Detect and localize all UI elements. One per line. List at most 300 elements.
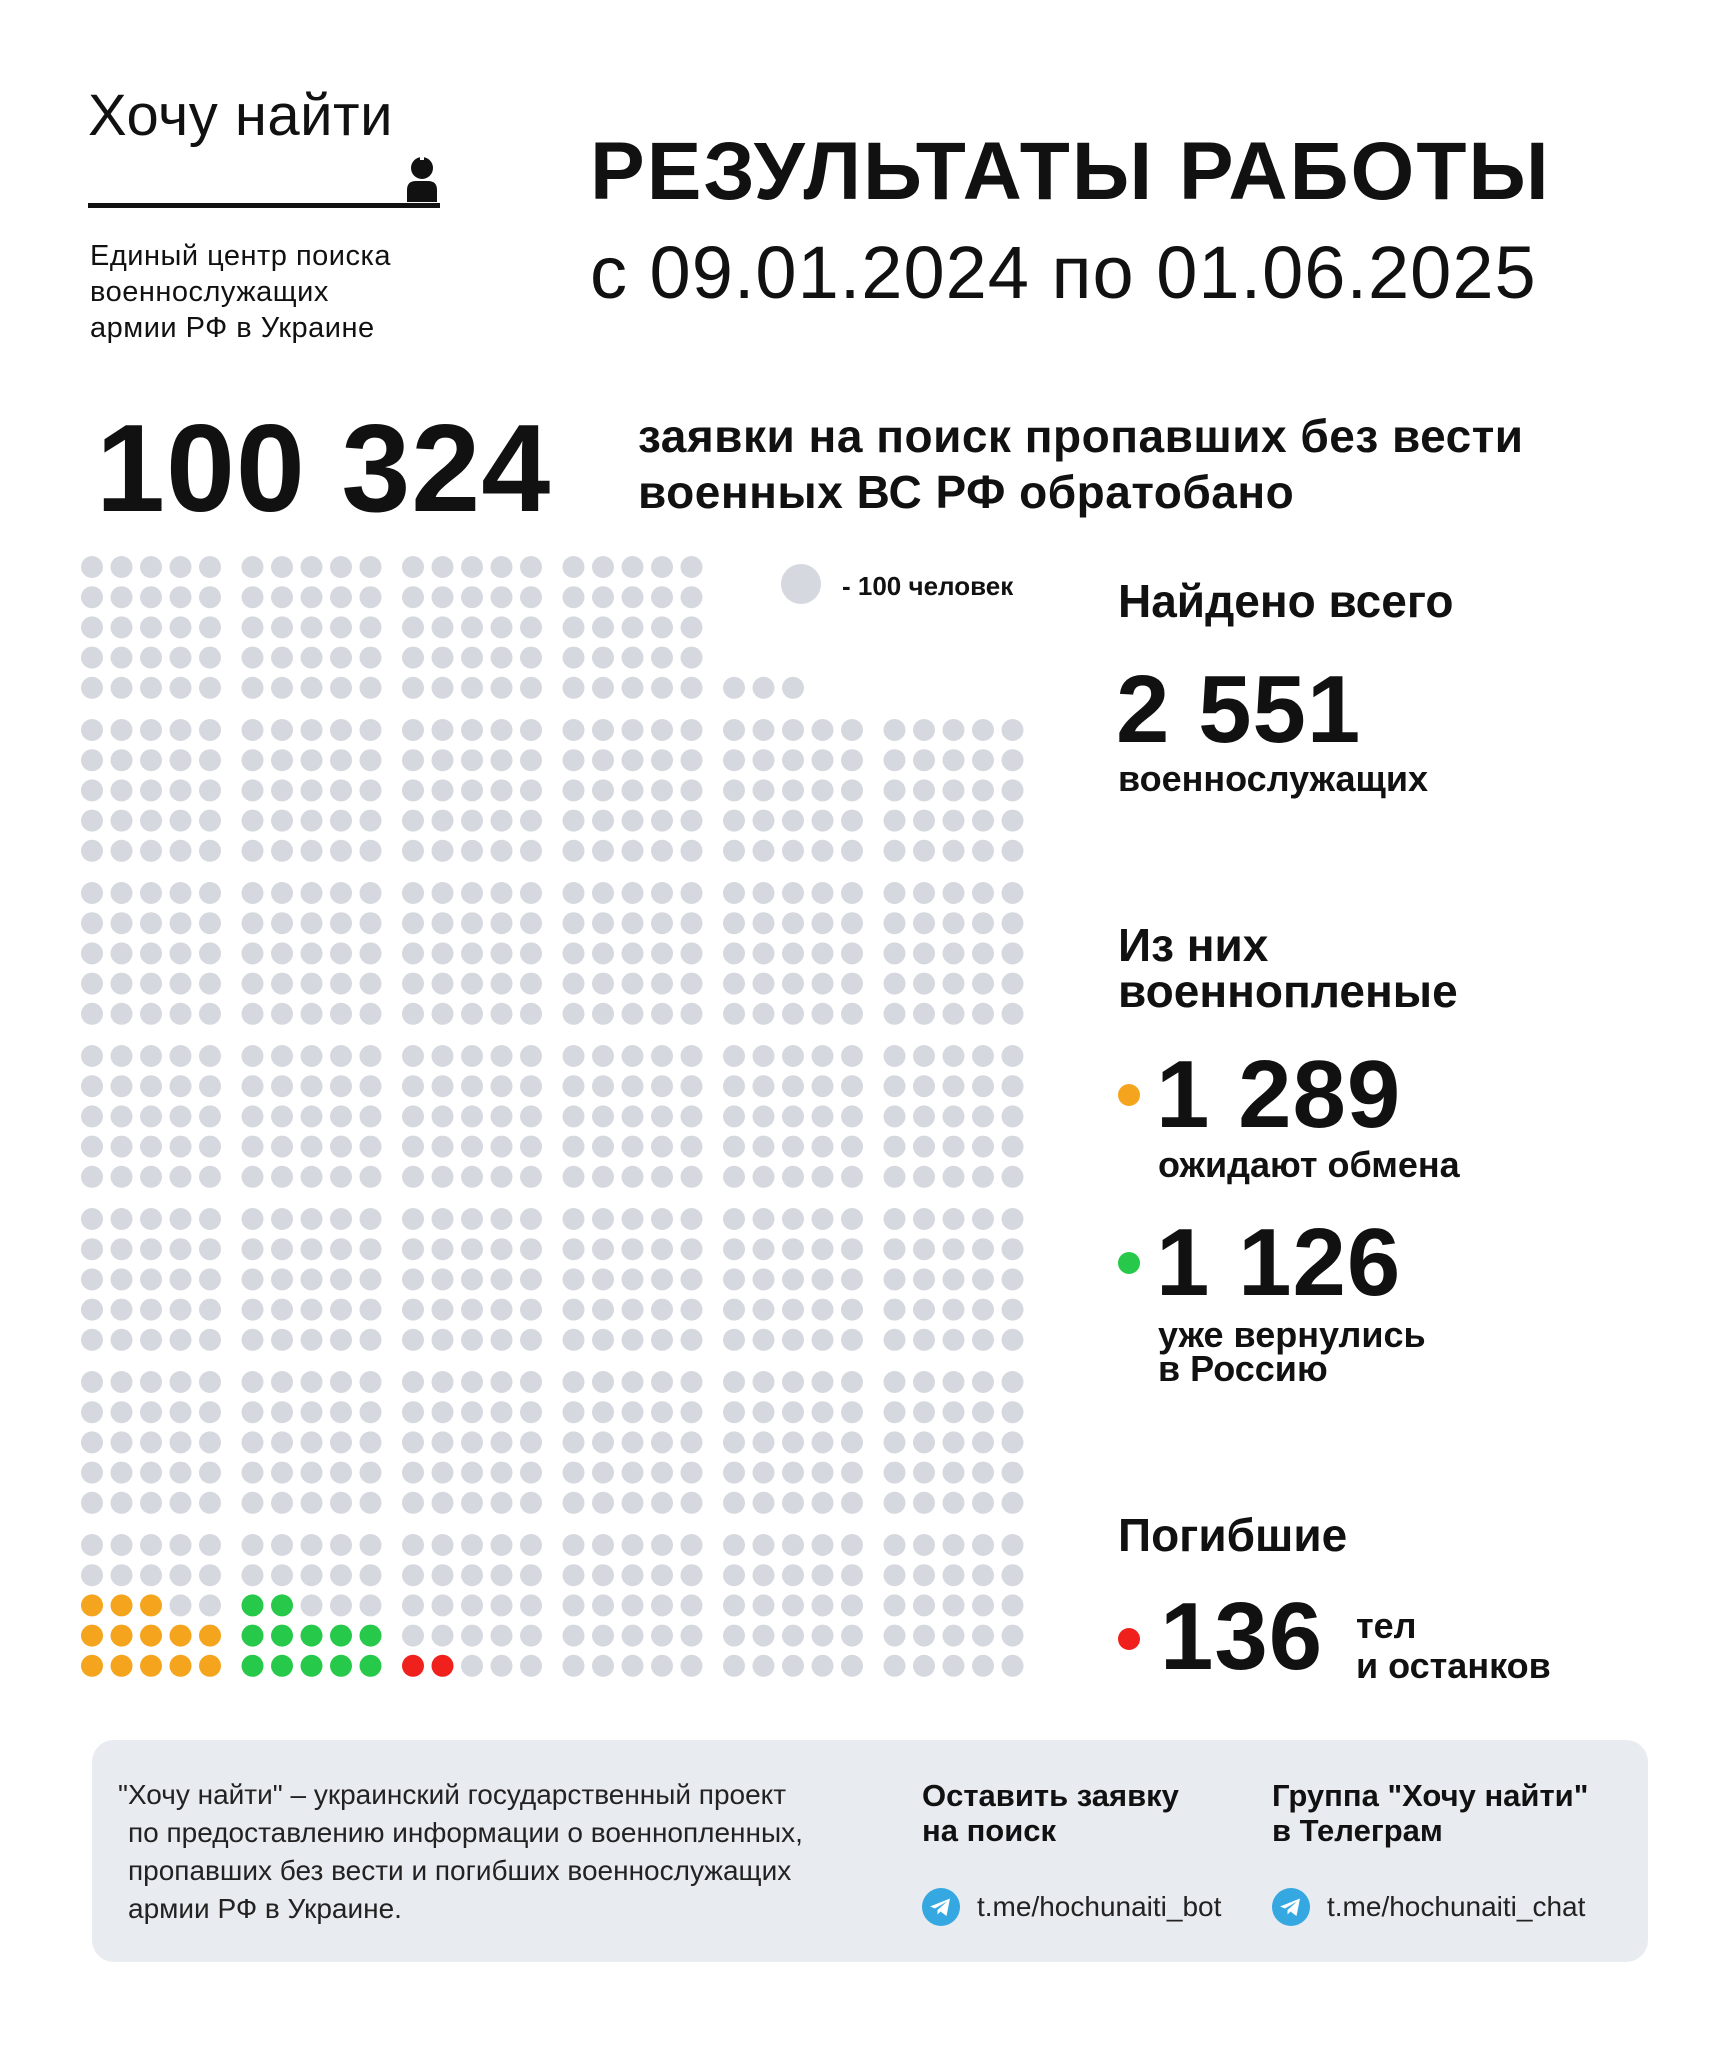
dot-request <box>622 1655 644 1677</box>
dot-request <box>491 1401 513 1423</box>
footer-desc-line: по предоставлению информации о военнопленных, <box>128 1817 803 1848</box>
dot-request <box>972 1564 994 1586</box>
dot-request <box>360 556 382 578</box>
dot-request <box>242 912 264 934</box>
dot-request <box>491 556 513 578</box>
dot-request <box>841 1534 863 1556</box>
dot-request <box>884 1462 906 1484</box>
dead-bullet-icon <box>1118 1628 1140 1650</box>
dot-request <box>330 1462 352 1484</box>
dot-request <box>199 1003 221 1025</box>
dot-request <box>111 912 133 934</box>
dot-request <box>360 1045 382 1067</box>
dot-request <box>913 1564 935 1586</box>
dot-request <box>432 1003 454 1025</box>
dot-request <box>330 882 352 904</box>
dot-request <box>812 1625 834 1647</box>
dot-request <box>360 882 382 904</box>
dot-request <box>723 1075 745 1097</box>
dot-request <box>884 1371 906 1393</box>
dot-request <box>432 1105 454 1127</box>
dot-request <box>271 1534 293 1556</box>
dot-request <box>943 1431 965 1453</box>
dot-request <box>841 749 863 771</box>
dot-request <box>330 586 352 608</box>
dot-ожидают-обмена <box>170 1655 192 1677</box>
dot-request <box>432 616 454 638</box>
dot-request <box>651 779 673 801</box>
dot-request <box>913 1462 935 1484</box>
dot-request <box>753 1371 775 1393</box>
dot-request <box>402 810 424 832</box>
dot-request <box>491 882 513 904</box>
dot-request <box>271 1045 293 1067</box>
dot-request <box>301 677 323 699</box>
dot-request <box>461 719 483 741</box>
total-requests-description <box>638 408 1524 520</box>
dot-request <box>301 1329 323 1351</box>
dot-request <box>782 1594 804 1616</box>
dot-request <box>563 1594 585 1616</box>
dot-request <box>592 810 614 832</box>
dot-request <box>140 882 162 904</box>
dot-request <box>111 1045 133 1067</box>
dot-request <box>723 1136 745 1158</box>
dot-request <box>563 1208 585 1230</box>
returned-label-line: уже вернулись <box>1158 1314 1426 1355</box>
dot-request <box>111 1492 133 1514</box>
dot-request <box>520 749 542 771</box>
dot-request <box>753 1003 775 1025</box>
dot-request <box>140 1136 162 1158</box>
dot-request <box>199 810 221 832</box>
dot-request <box>301 912 323 934</box>
dot-request <box>563 1166 585 1188</box>
dot-request <box>491 1105 513 1127</box>
dot-request <box>943 749 965 771</box>
dot-request <box>81 1166 103 1188</box>
dot-request <box>402 586 424 608</box>
dot-request <box>812 840 834 862</box>
dot-request <box>972 973 994 995</box>
dot-request <box>140 647 162 669</box>
dot-request <box>271 1208 293 1230</box>
dot-request <box>913 1594 935 1616</box>
dot-request <box>913 1534 935 1556</box>
dot-request <box>402 973 424 995</box>
dot-request <box>461 616 483 638</box>
dot-request <box>301 1371 323 1393</box>
dot-request <box>271 912 293 934</box>
dot-request <box>884 1136 906 1158</box>
telegram-icon[interactable] <box>1272 1888 1310 1926</box>
dot-request <box>723 1329 745 1351</box>
dot-request <box>563 1329 585 1351</box>
pow-heading-line: Из них <box>1118 919 1269 971</box>
dot-request <box>520 1371 542 1393</box>
dot-request <box>520 1564 542 1586</box>
dot-request <box>271 1371 293 1393</box>
dot-request <box>723 1045 745 1067</box>
dot-request <box>330 1492 352 1514</box>
dot-request <box>884 1594 906 1616</box>
dot-request <box>651 616 673 638</box>
logo-subtitle-line: Единый центр поиска <box>90 240 391 272</box>
dot-request <box>330 1003 352 1025</box>
dot-request <box>330 942 352 964</box>
dot-ожидают-обмена <box>81 1655 103 1677</box>
dot-request <box>592 1003 614 1025</box>
dot-request <box>301 1462 323 1484</box>
dot-request <box>271 779 293 801</box>
dot-request <box>330 1136 352 1158</box>
dot-request <box>884 1105 906 1127</box>
dot-request <box>884 1655 906 1677</box>
dot-request <box>753 1655 775 1677</box>
dot-request <box>1002 1208 1024 1230</box>
dot-request <box>170 1401 192 1423</box>
dot-request <box>782 779 804 801</box>
dot-request <box>563 616 585 638</box>
dot-request <box>520 840 542 862</box>
found-label: военнослужащих <box>1118 758 1429 799</box>
dot-request <box>242 1299 264 1321</box>
dot-request <box>402 912 424 934</box>
dot-request <box>402 1462 424 1484</box>
dot-request <box>681 719 703 741</box>
dot-request <box>330 1401 352 1423</box>
dot-request <box>884 912 906 934</box>
dot-request <box>170 1238 192 1260</box>
dot-request <box>651 1534 673 1556</box>
dot-request <box>681 1166 703 1188</box>
dot-request <box>140 749 162 771</box>
dot-request <box>242 1003 264 1025</box>
dot-request <box>622 1431 644 1453</box>
dot-request <box>651 1431 673 1453</box>
dot-request <box>622 1625 644 1647</box>
pow-heading-line: военнопленые <box>1118 965 1458 1017</box>
dot-request <box>753 1299 775 1321</box>
dot-request <box>812 1401 834 1423</box>
dot-request <box>140 1238 162 1260</box>
dot-request <box>81 1462 103 1484</box>
dot-request <box>402 616 424 638</box>
dot-request <box>491 1655 513 1677</box>
dot-request <box>681 912 703 934</box>
dot-request <box>753 973 775 995</box>
dot-request <box>812 1003 834 1025</box>
dot-request <box>563 586 585 608</box>
dot-request <box>140 719 162 741</box>
dot-request <box>812 1299 834 1321</box>
dot-request <box>563 1625 585 1647</box>
dot-request <box>943 719 965 741</box>
dot-request <box>271 1075 293 1097</box>
dot-request <box>111 1166 133 1188</box>
dot-request <box>1002 1268 1024 1290</box>
dot-request <box>242 586 264 608</box>
dot-request <box>753 1045 775 1067</box>
dot-request <box>841 912 863 934</box>
dot-request <box>271 719 293 741</box>
dot-request <box>972 749 994 771</box>
dot-request <box>1002 749 1024 771</box>
dot-request <box>242 1329 264 1351</box>
dot-request <box>592 1166 614 1188</box>
dot-request <box>592 1401 614 1423</box>
dot-request <box>330 810 352 832</box>
dot-request <box>432 1075 454 1097</box>
dot-request <box>563 1003 585 1025</box>
dot-request <box>81 1268 103 1290</box>
dot-request <box>841 1136 863 1158</box>
dot-request <box>491 1045 513 1067</box>
dot-request <box>884 1329 906 1351</box>
dot-request <box>681 556 703 578</box>
dot-request <box>681 1238 703 1260</box>
dot-request <box>402 779 424 801</box>
dot-request <box>360 1238 382 1260</box>
dot-request <box>651 586 673 608</box>
chat-link[interactable]: t.me/hochunaiti_chat <box>1327 1891 1586 1922</box>
dot-request <box>199 1268 221 1290</box>
dot-request <box>592 1564 614 1586</box>
dot-request <box>782 1003 804 1025</box>
dot-request <box>753 677 775 699</box>
dot-request <box>271 1492 293 1514</box>
footer-description <box>118 1776 803 1928</box>
dead-heading: Погибшие <box>1118 1509 1348 1561</box>
dot-request <box>563 1105 585 1127</box>
dot-request <box>812 882 834 904</box>
dot-ожидают-обмена <box>140 1594 162 1616</box>
dot-request <box>943 942 965 964</box>
dot-request <box>360 1105 382 1127</box>
dot-request <box>1002 1534 1024 1556</box>
dot-request <box>812 1492 834 1514</box>
dot-request <box>681 1492 703 1514</box>
dot-request <box>301 749 323 771</box>
dot-request <box>1002 1238 1024 1260</box>
dot-request <box>461 1655 483 1677</box>
dot-request <box>140 779 162 801</box>
dot-request <box>841 1003 863 1025</box>
dot-request <box>841 1594 863 1616</box>
dot-request <box>330 1166 352 1188</box>
dot-request <box>461 1136 483 1158</box>
dot-request <box>622 1045 644 1067</box>
dot-request <box>199 1371 221 1393</box>
dot-request <box>753 1594 775 1616</box>
dot-request <box>622 1299 644 1321</box>
dot-request <box>81 616 103 638</box>
dot-request <box>301 779 323 801</box>
dot-request <box>271 1105 293 1127</box>
dot-request <box>242 810 264 832</box>
dot-request <box>972 1166 994 1188</box>
dot-request <box>242 1462 264 1484</box>
dot-request <box>943 1371 965 1393</box>
dot-request <box>782 1655 804 1677</box>
dot-request <box>972 1655 994 1677</box>
dot-request <box>432 1564 454 1586</box>
dot-request <box>943 1299 965 1321</box>
bot-link[interactable]: t.me/hochunaiti_bot <box>977 1891 1222 1922</box>
dot-request <box>943 1534 965 1556</box>
dot-request <box>592 556 614 578</box>
dot-request <box>330 912 352 934</box>
dot-request <box>360 677 382 699</box>
dot-request <box>943 1329 965 1351</box>
dot-request <box>723 1594 745 1616</box>
dot-request <box>242 556 264 578</box>
dot-request <box>782 677 804 699</box>
dot-request <box>199 1166 221 1188</box>
dot-request <box>592 616 614 638</box>
dot-request <box>782 973 804 995</box>
dot-request <box>913 779 935 801</box>
dot-request <box>242 1166 264 1188</box>
dot-request <box>301 1208 323 1230</box>
dot-request <box>199 973 221 995</box>
dot-request <box>491 1238 513 1260</box>
dot-request <box>360 1371 382 1393</box>
dot-request <box>271 840 293 862</box>
dot-request <box>461 1268 483 1290</box>
dot-request <box>622 1136 644 1158</box>
dot-request <box>301 1299 323 1321</box>
dot-request <box>841 882 863 904</box>
dot-request <box>681 1625 703 1647</box>
dot-request <box>884 779 906 801</box>
dot-request <box>140 677 162 699</box>
dot-request <box>330 1329 352 1351</box>
dot-request <box>753 1105 775 1127</box>
dot-request <box>170 586 192 608</box>
dot-request <box>723 1534 745 1556</box>
dot-request <box>242 1431 264 1453</box>
dot-request <box>1002 1625 1024 1647</box>
dot-request <box>301 1166 323 1188</box>
dot-request <box>841 1655 863 1677</box>
found-heading: Найдено всего <box>1118 575 1454 627</box>
dot-request <box>681 942 703 964</box>
dot-request <box>170 973 192 995</box>
dot-request <box>592 749 614 771</box>
dot-request <box>271 1268 293 1290</box>
dot-request <box>812 973 834 995</box>
dot-request <box>681 779 703 801</box>
dot-request <box>402 1299 424 1321</box>
dot-request <box>884 1075 906 1097</box>
dot-request <box>681 1075 703 1097</box>
dot-request <box>753 1431 775 1453</box>
dot-request <box>491 677 513 699</box>
dot-request <box>491 1299 513 1321</box>
dot-уже-вернулись-в-Россию <box>301 1625 323 1647</box>
dot-request <box>199 1238 221 1260</box>
dot-request <box>622 647 644 669</box>
dot-request <box>622 1564 644 1586</box>
dot-request <box>972 1075 994 1097</box>
legend-label: - 100 человек <box>842 571 1014 601</box>
dot-request <box>651 1371 673 1393</box>
telegram-icon[interactable] <box>922 1888 960 1926</box>
dot-request <box>723 1003 745 1025</box>
dot-request <box>111 840 133 862</box>
dot-request <box>199 1492 221 1514</box>
dot-request <box>622 810 644 832</box>
dot-request <box>360 1329 382 1351</box>
dot-request <box>884 942 906 964</box>
dot-request <box>170 1329 192 1351</box>
dot-request <box>1002 1462 1024 1484</box>
dot-request <box>972 810 994 832</box>
dot-request <box>242 1238 264 1260</box>
dot-request <box>330 1045 352 1067</box>
dot-request <box>111 1564 133 1586</box>
dot-request <box>1002 942 1024 964</box>
dot-request <box>360 1166 382 1188</box>
dot-request <box>681 1136 703 1158</box>
dot-ожидают-обмена <box>170 1625 192 1647</box>
dot-request <box>622 1166 644 1188</box>
dot-request <box>841 719 863 741</box>
dot-request <box>432 1166 454 1188</box>
awaiting-label: ожидают обмена <box>1158 1144 1460 1185</box>
dot-request <box>884 1401 906 1423</box>
dot-request <box>81 882 103 904</box>
dot-request <box>1002 973 1024 995</box>
dot-request <box>360 1594 382 1616</box>
dot-request <box>402 719 424 741</box>
dot-request <box>271 942 293 964</box>
dot-request <box>491 1431 513 1453</box>
dot-request <box>563 882 585 904</box>
dot-request <box>491 1371 513 1393</box>
dot-request <box>622 677 644 699</box>
dot-request <box>360 1401 382 1423</box>
dot-request <box>681 1208 703 1230</box>
dot-request <box>402 1105 424 1127</box>
dot-request <box>681 1462 703 1484</box>
dot-request <box>1002 1401 1024 1423</box>
dot-request <box>461 1166 483 1188</box>
dot-request <box>170 719 192 741</box>
dot-request <box>461 1329 483 1351</box>
dot-request <box>330 749 352 771</box>
dot-request <box>943 882 965 904</box>
dot-request <box>520 942 542 964</box>
dot-request <box>841 1045 863 1067</box>
dot-request <box>271 1401 293 1423</box>
dot-request <box>432 1534 454 1556</box>
dot-request <box>1002 779 1024 801</box>
dot-request <box>972 882 994 904</box>
dot-request <box>199 1401 221 1423</box>
dot-request <box>432 1594 454 1616</box>
dot-request <box>592 1329 614 1351</box>
dot-request <box>913 1329 935 1351</box>
dot-request <box>782 1299 804 1321</box>
dot-request <box>432 1492 454 1514</box>
dot-request <box>432 586 454 608</box>
dot-request <box>651 1208 673 1230</box>
dot-request <box>972 1045 994 1067</box>
dot-request <box>592 1136 614 1158</box>
dot-request <box>140 1045 162 1067</box>
